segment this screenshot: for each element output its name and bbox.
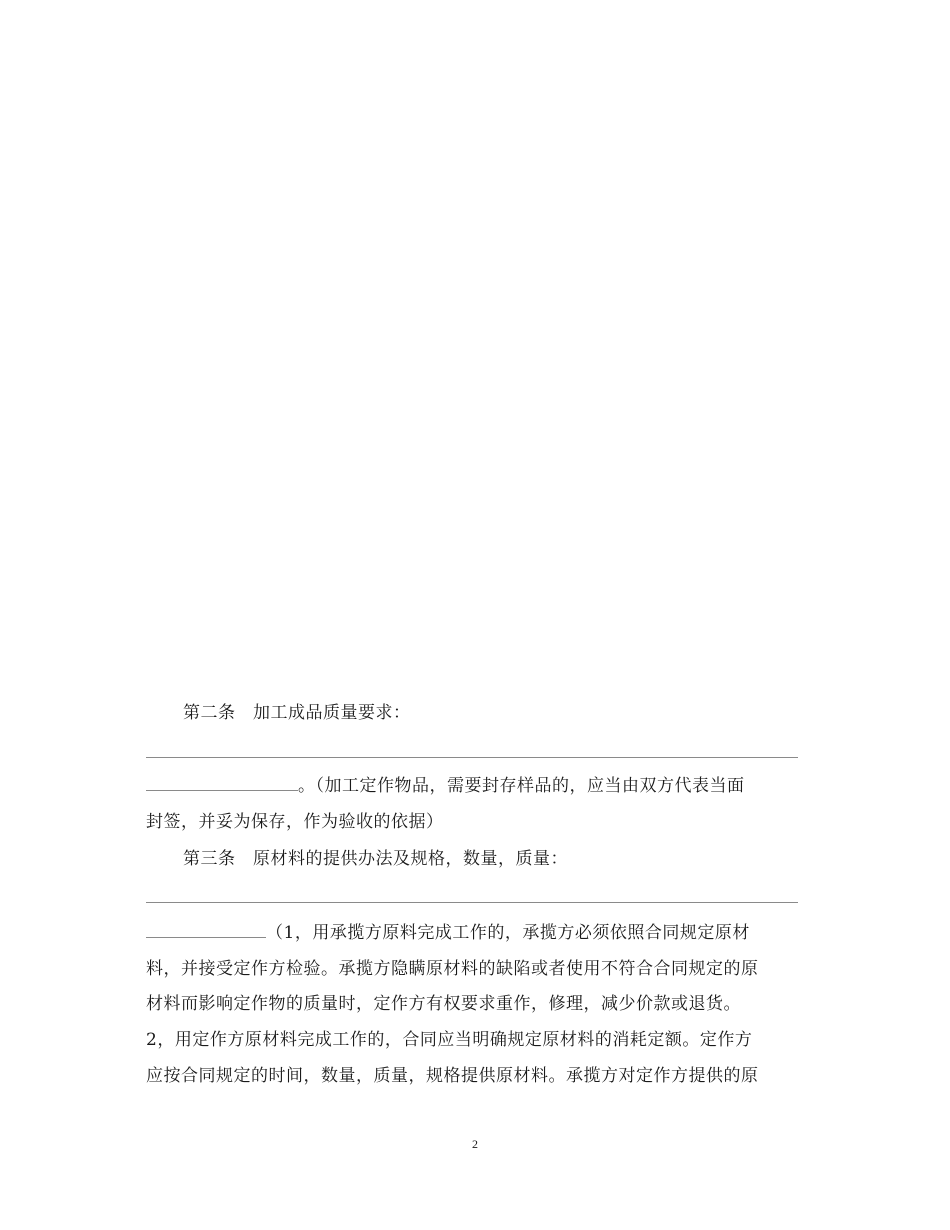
article-2-text-line xyxy=(146,774,745,797)
article-3-text-line xyxy=(146,921,750,944)
article-3-line-1: （1，用承揽方原料完成工作的，承揽方必须依照合同规定原材 xyxy=(266,923,750,943)
page-number: 2 xyxy=(472,1137,478,1151)
article-2-note-continued: 封签，并妥为保存，作为验收的依据） xyxy=(146,812,444,832)
fill-in-blank-line xyxy=(146,757,798,758)
article-3-line-4: 2，用定作方原材料完成工作的，合同应当明确规定原材料的消耗定额。定作方 xyxy=(146,1030,753,1050)
article-2-heading: 第二条 加工成品质量要求： xyxy=(183,703,411,723)
article-3-heading: 第三条 原材料的提供办法及规格，数量，质量： xyxy=(183,849,568,869)
article-3-line-2: 料，并接受定作方检验。承揽方隐瞒原材料的缺陷或者使用不符合合同规定的原 xyxy=(146,959,759,979)
article-3-line-5: 应按合同规定的时间，数量，质量，规格提供原材料。承揽方对定作方提供的原 xyxy=(146,1066,759,1086)
fill-in-blank-short xyxy=(146,921,266,938)
fill-in-blank-line xyxy=(146,902,798,903)
article-3-line-3: 材料而影响定作物的质量时，定作方有权要求重作，修理，减少价款或退货。 xyxy=(146,994,741,1014)
fill-in-blank-short xyxy=(146,774,298,791)
article-2-note: 。（加工定作物品，需要封存样品的，应当由双方代表当面 xyxy=(298,776,745,796)
